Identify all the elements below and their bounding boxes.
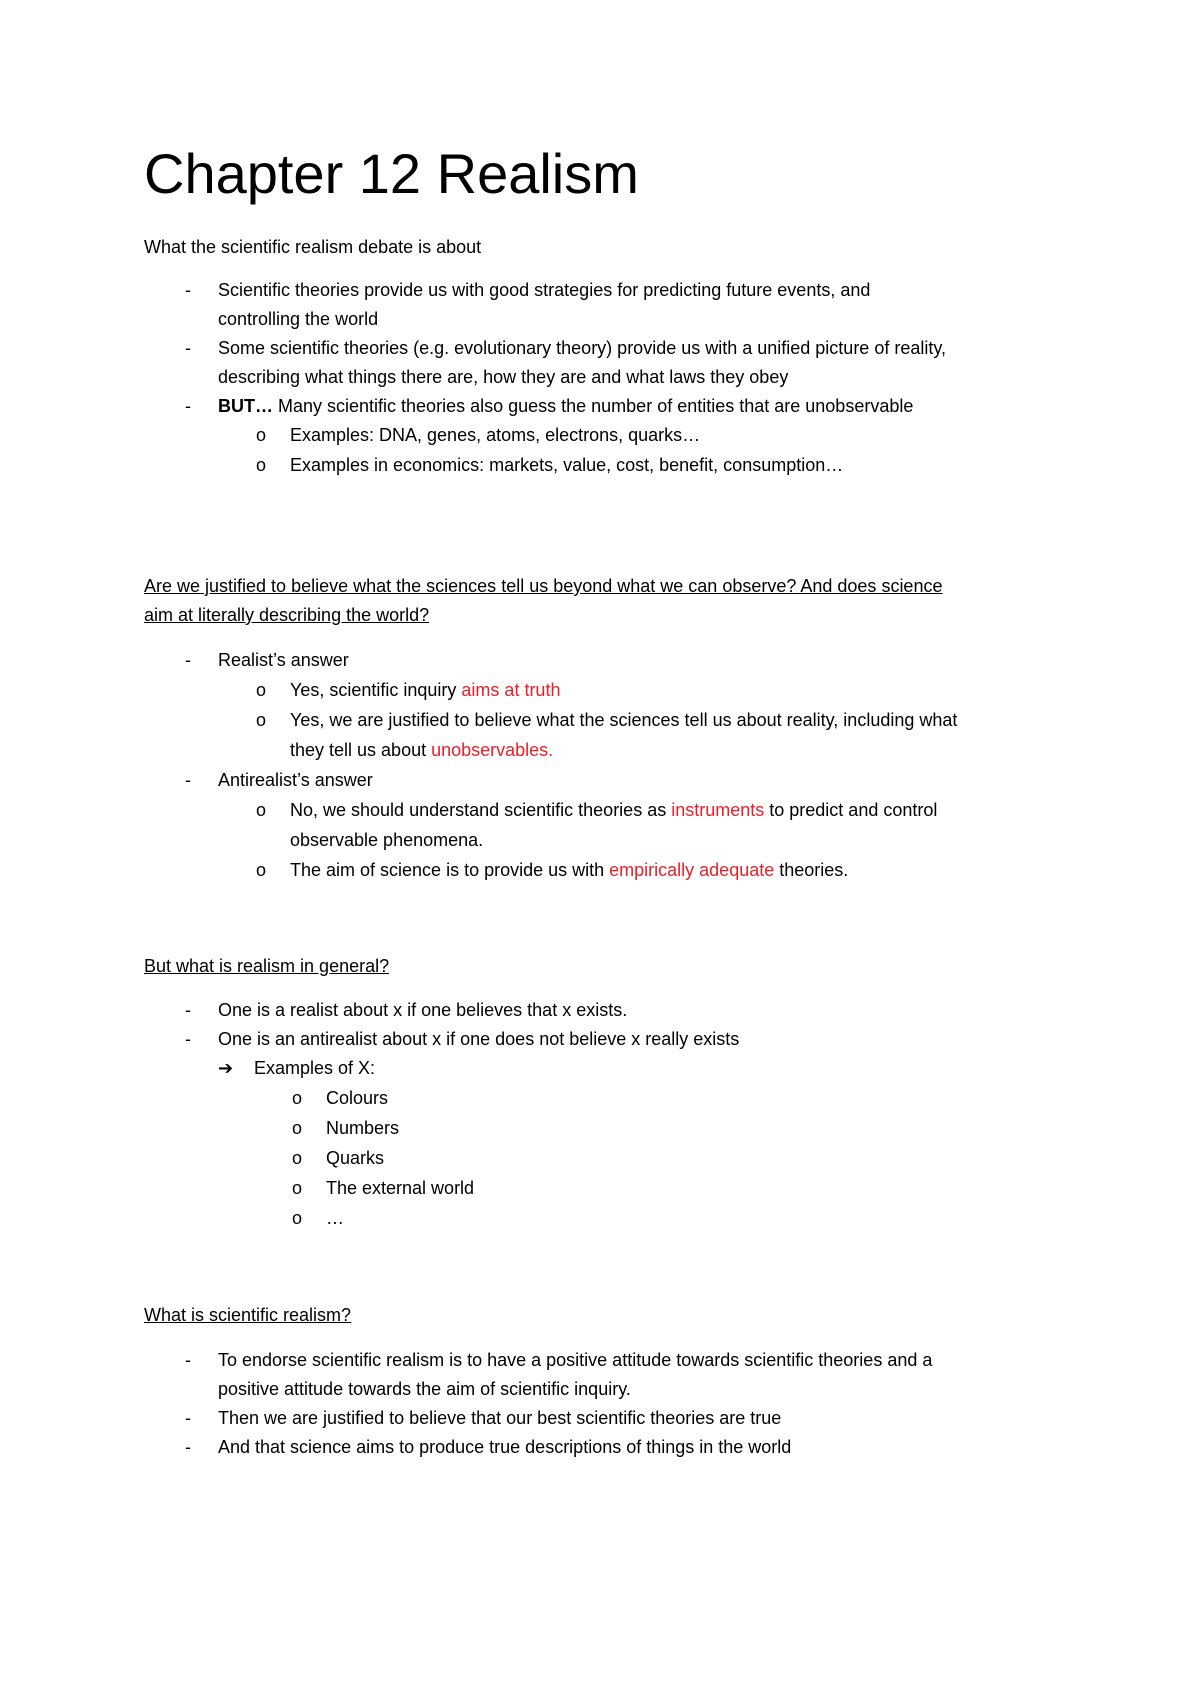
text-run: theories. (774, 860, 849, 880)
section-heading-scientific-realism: What is scientific realism? (144, 1305, 352, 1325)
page-title: Chapter 12 Realism (144, 142, 639, 205)
circle-bullet: o (256, 800, 267, 820)
bullet-text-realist: Realist’s answer (218, 650, 349, 670)
text-run: they tell us about (290, 740, 432, 760)
highlight-text: unobservables. (431, 740, 554, 760)
circle-bullet: o (256, 860, 267, 880)
dash-bullet: - (185, 770, 191, 790)
sub-bullet-text-cont (290, 735, 553, 765)
highlight-text: empirically adequate (609, 860, 775, 880)
circle-bullet: o (292, 1148, 303, 1168)
bullet-text: Scientific theories provide us with good strategies for predicting future events, and (218, 280, 871, 300)
list-item: Numbers (326, 1118, 400, 1138)
text-run: No, we should understand scientific theories as (290, 800, 672, 820)
highlight-text: aims at truth (461, 680, 561, 700)
text-run: Yes, scientific inquiry (290, 680, 462, 700)
dash-bullet: - (185, 1000, 191, 1020)
bold-but: BUT… (218, 396, 273, 416)
section-heading-justified-cont: aim at literally describing the world? (144, 605, 430, 625)
dash-bullet: - (185, 1029, 191, 1049)
bullet-text: To endorse scientific realism is to have a positive attitude towards scientific theories and a (218, 1350, 933, 1370)
sub-bullet-text (290, 855, 848, 885)
text-run: to predict and control (764, 800, 938, 820)
bullet-text: And that science aims to produce true descriptions of things in the world (218, 1437, 792, 1457)
dash-bullet: - (185, 1350, 191, 1370)
bullet-text-antirealist: Antirealist’s answer (218, 770, 373, 790)
section-heading-justified: Are we justified to believe what the sciences tell us beyond what we can observe? And does science (144, 576, 943, 596)
bullet-text-cont: positive attitude towards the aim of scientific inquiry. (218, 1379, 631, 1399)
section-heading-realism-general: But what is realism in general? (144, 956, 390, 976)
circle-bullet: o (292, 1118, 303, 1138)
circle-bullet: o (292, 1088, 303, 1108)
circle-bullet: o (292, 1208, 303, 1228)
text-run: The aim of science is to provide us with (290, 860, 610, 880)
dash-bullet: - (185, 338, 191, 358)
bullet-text-cont: describing what things there are, how they are and what laws they obey (218, 367, 789, 387)
circle-bullet: o (256, 710, 267, 730)
sub-bullet-text: Yes, we are justified to believe what the sciences tell us about reality, including what (290, 710, 958, 730)
dash-bullet: - (185, 1408, 191, 1428)
arrow-icon: ➔ (218, 1058, 234, 1078)
dash-bullet: - (185, 1437, 191, 1457)
circle-bullet: o (256, 455, 267, 475)
list-item: The external world (326, 1178, 475, 1198)
examples-label: Examples of X: (254, 1058, 376, 1078)
bullet-text (218, 391, 913, 421)
highlight-text: instruments (671, 800, 765, 820)
sub-bullet-text-cont: observable phenomena. (290, 830, 484, 850)
circle-bullet: o (256, 425, 267, 445)
sub-bullet-text (290, 795, 937, 825)
list-item: Quarks (326, 1148, 385, 1168)
bullet-text: Then we are justified to believe that our best scientific theories are true (218, 1408, 782, 1428)
sub-bullet-text: Examples in economics: markets, value, cost, benefit, consumption… (290, 455, 844, 475)
dash-bullet: - (185, 650, 191, 670)
dash-bullet: - (185, 396, 191, 416)
bullet-text: One is an antirealist about x if one does not believe x really exists (218, 1029, 740, 1049)
circle-bullet: o (256, 680, 267, 700)
bullet-text-rest: Many scientific theories also guess the number of entities that are unobservable (273, 396, 914, 416)
sub-bullet-text (290, 675, 560, 705)
dash-bullet: - (185, 280, 191, 300)
bullet-text: One is a realist about x if one believes that x exists. (218, 1000, 628, 1020)
section-heading-debate: What the scientific realism debate is about (144, 237, 482, 257)
circle-bullet: o (292, 1178, 303, 1198)
bullet-text-cont: controlling the world (218, 309, 379, 329)
list-item: Colours (326, 1088, 389, 1108)
bullet-text: Some scientific theories (e.g. evolutionary theory) provide us with a unified picture of reality, (218, 338, 947, 358)
list-item: … (326, 1208, 344, 1228)
sub-bullet-text: Examples: DNA, genes, atoms, electrons, quarks… (290, 425, 701, 445)
